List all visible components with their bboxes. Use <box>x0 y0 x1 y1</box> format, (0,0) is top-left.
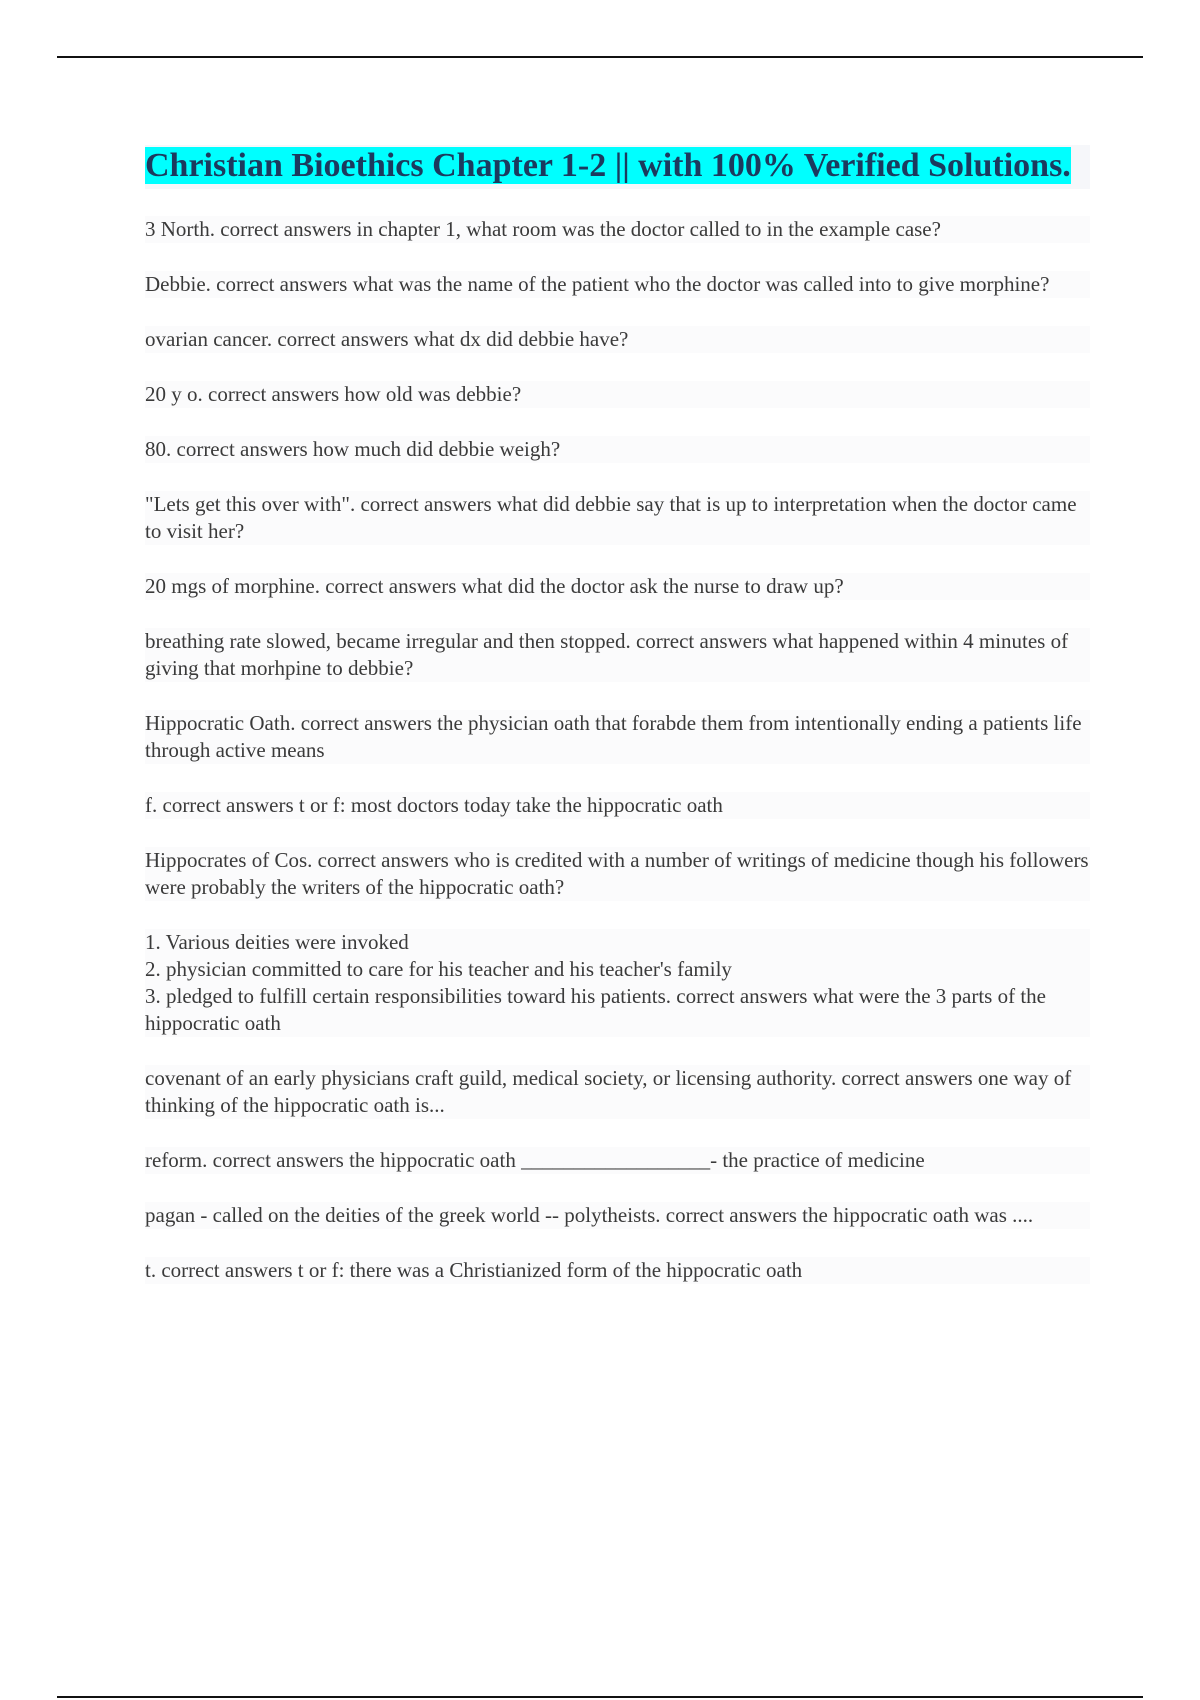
qa-item: 80. correct answers how much did debbie weigh? <box>145 436 1090 463</box>
title-block <box>145 145 1090 189</box>
qa-item: 3 North. correct answers in chapter 1, what room was the doctor called to in the example case? <box>145 216 1090 243</box>
top-rule <box>57 56 1143 58</box>
qa-item: 1. Various deities were invoked 2. physician committed to care for his teacher and his teacher's family 3. pledged to fulfill certain responsibilities toward his patients. correct answers what were the 3 parts of the hippocratic oath <box>145 929 1090 1037</box>
title-highlight: Christian Bioethics Chapter 1-2 || with 100% Verified Solutions. <box>145 147 1071 184</box>
qa-item: 20 y o. correct answers how old was debbie? <box>145 381 1090 408</box>
qa-item: pagan - called on the deities of the greek world -- polytheists. correct answers the hippocratic oath was .... <box>145 1202 1090 1229</box>
bottom-rule <box>57 1696 1143 1698</box>
qa-item: 20 mgs of morphine. correct answers what did the doctor ask the nurse to draw up? <box>145 573 1090 600</box>
document-body <box>145 145 1090 1312</box>
qa-item: covenant of an early physicians craft guild, medical society, or licensing authority. correct answers one way of thinking of the hippocratic oath is... <box>145 1065 1090 1119</box>
page-title <box>145 145 1090 187</box>
qa-item: t. correct answers t or f: there was a Christianized form of the hippocratic oath <box>145 1257 1090 1284</box>
qa-item: reform. correct answers the hippocratic oath __________________- the practice of medicine <box>145 1147 1090 1174</box>
qa-item: Hippocratic Oath. correct answers the physician oath that forabde them from intentionally ending a patients life through active means <box>145 710 1090 764</box>
qa-item: f. correct answers t or f: most doctors today take the hippocratic oath <box>145 792 1090 819</box>
qa-item: ovarian cancer. correct answers what dx did debbie have? <box>145 326 1090 353</box>
qa-item: "Lets get this over with". correct answers what did debbie say that is up to interpretation when the doctor came to visit her? <box>145 491 1090 545</box>
qa-item: Hippocrates of Cos. correct answers who is credited with a number of writings of medicine though his followers were probably the writers of the hippocratic oath? <box>145 848 1089 899</box>
qa-item: breathing rate slowed, became irregular and then stopped. correct answers what happened within 4 minutes of giving that morhpine to debbie? <box>145 628 1090 682</box>
qa-item: Debbie. correct answers what was the name of the patient who the doctor was called into to give morphine? <box>145 271 1090 298</box>
